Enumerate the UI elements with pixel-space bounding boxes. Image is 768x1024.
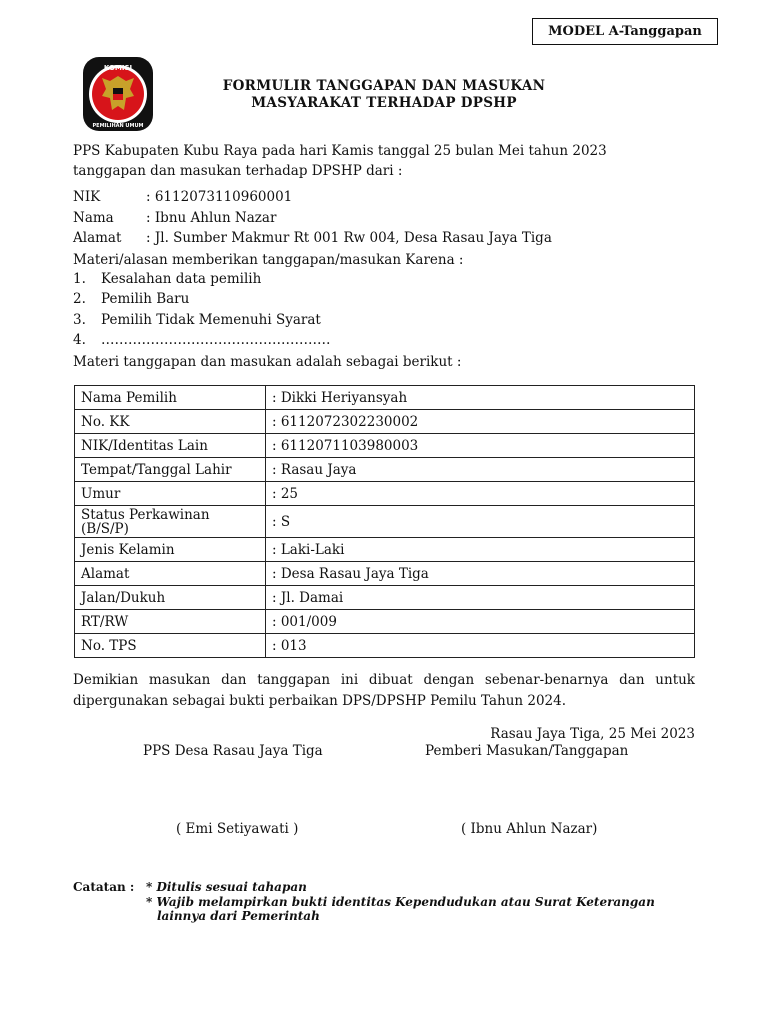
table-row [75, 538, 695, 562]
place-date: Rasau Jaya Tiga, 25 Mei 2023 [490, 726, 695, 742]
closing-line2: dipergunakan sebagai bukti perbaikan DPS/DPSHP Pemilu Tahun 2024. [73, 693, 567, 709]
row-value: : Rasau Jaya [266, 458, 695, 482]
reason-num: 2. [73, 291, 86, 307]
row-key: Status Perkawinan (B/S/P) [75, 506, 266, 538]
reason-text: Pemilih Baru [101, 291, 190, 307]
submitter-nik-key: NIK [73, 189, 101, 205]
model-label: MODEL A-Tanggapan [532, 18, 718, 45]
table-heading: Materi tanggapan dan masukan adalah sebagai berikut : [73, 354, 462, 370]
reason-text: Pemilih Tidak Memenuhi Syarat [101, 312, 321, 328]
row-key: Tempat/Tanggal Lahir [75, 458, 266, 482]
reason-num: 3. [73, 312, 86, 328]
row-value: : 6112072302230002 [266, 410, 695, 434]
row-key: Jalan/Dukuh [75, 586, 266, 610]
row-value: : Dikki Heriyansyah [266, 386, 695, 410]
table-row [75, 410, 695, 434]
table-row [75, 386, 695, 410]
reason-num: 4. [73, 332, 86, 348]
table-row [75, 506, 695, 538]
closing-line1: Demikian masukan dan tanggapan ini dibuat dengan sebenar-benarnya dan untuk [73, 672, 695, 688]
row-key: No. TPS [75, 634, 266, 658]
intro-line2: tanggapan dan masukan terhadap DPSHP dari : [73, 163, 403, 179]
left-signatory-title: PPS Desa Rasau Jaya Tiga [143, 743, 323, 759]
row-key: RT/RW [75, 610, 266, 634]
table-row [75, 434, 695, 458]
row-value: : Desa Rasau Jaya Tiga [266, 562, 695, 586]
table-row [75, 610, 695, 634]
row-key: NIK/Identitas Lain [75, 434, 266, 458]
row-value: : 001/009 [266, 610, 695, 634]
row-value: : Laki-Laki [266, 538, 695, 562]
reason-text: Kesalahan data pemilih [101, 271, 262, 287]
notes-label: Catatan : [73, 880, 135, 894]
row-key: Jenis Kelamin [75, 538, 266, 562]
row-value: : 25 [266, 482, 695, 506]
table-row [75, 482, 695, 506]
row-key: No. KK [75, 410, 266, 434]
table-row [75, 634, 695, 658]
submitter-alamat-value: : Jl. Sumber Makmur Rt 001 Rw 004, Desa Rasau Jaya Tiga [146, 230, 552, 246]
right-signatory-name: ( Ibnu Ahlun Nazar) [461, 821, 598, 837]
voter-detail-table [74, 385, 695, 658]
reason-heading: Materi/alasan memberikan tanggapan/masukan Karena : [73, 252, 464, 268]
row-value: : Jl. Damai [266, 586, 695, 610]
intro-line1: PPS Kabupaten Kubu Raya pada hari Kamis tanggal 25 bulan Mei tahun 2023 [73, 143, 607, 159]
row-key: Alamat [75, 562, 266, 586]
kpu-logo [82, 56, 154, 132]
logo-bottom-text: PEMILIHAN UMUM [92, 123, 144, 129]
row-value: : 013 [266, 634, 695, 658]
submitter-nik-value: : 6112073110960001 [146, 189, 293, 205]
row-value: : S [266, 506, 695, 538]
reason-num: 1. [73, 271, 86, 287]
row-value: : 6112071103980003 [266, 434, 695, 458]
table-row [75, 458, 695, 482]
submitter-alamat-key: Alamat [73, 230, 122, 246]
row-key: Nama Pemilih [75, 386, 266, 410]
table-row [75, 562, 695, 586]
note-item: lainnya dari Pemerintah [157, 909, 320, 923]
reason-text: …………………………………………… [101, 332, 331, 348]
right-signatory-title: Pemberi Masukan/Tanggapan [425, 743, 629, 759]
form-title-line2: MASYARAKAT TERHADAP DPSHP [251, 95, 517, 111]
form-title-line1: FORMULIR TANGGAPAN DAN MASUKAN [222, 78, 546, 94]
row-key: Umur [75, 482, 266, 506]
logo-top-text: KOMISI [103, 64, 133, 72]
note-item: * Ditulis sesuai tahapan [146, 880, 307, 894]
submitter-nama-key: Nama [73, 210, 114, 226]
left-signatory-name: ( Emi Setiyawati ) [176, 821, 299, 837]
note-item: * Wajib melampirkan bukti identitas Kependudukan atau Surat Keterangan [146, 895, 655, 909]
submitter-nama-value: : Ibnu Ahlun Nazar [146, 210, 277, 226]
table-row [75, 586, 695, 610]
